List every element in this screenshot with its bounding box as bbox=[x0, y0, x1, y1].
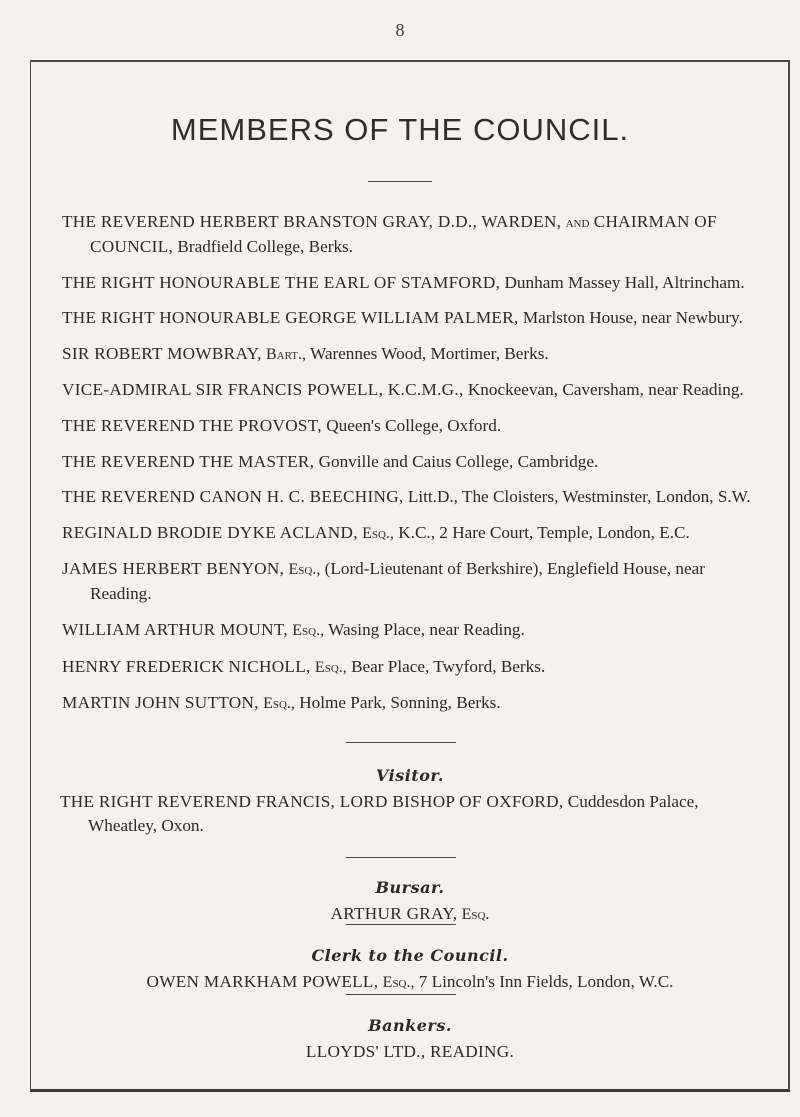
list-item: VICE-ADMIRAL SIR FRANCIS POWELL, K.C.M.G., Knockeevan, Caversham, near Reading. bbox=[62, 380, 744, 400]
bursar-heading: Bursar. bbox=[375, 878, 445, 897]
section-divider bbox=[346, 924, 456, 925]
section-divider bbox=[346, 857, 456, 858]
bankers-heading: Bankers. bbox=[368, 1016, 452, 1035]
page-title: MEMBERS OF THE COUNCIL. bbox=[170, 112, 630, 147]
list-item: THE REVEREND HERBERT BRANSTON GRAY, D.D., WARDEN, and CHAIRMAN OF COUNCIL, Bradfield College, Berks. bbox=[62, 212, 717, 256]
clerk-entry: OWEN MARKHAM POWELL, Esq., 7 Lincoln's Inn Fields, London, W.C. bbox=[146, 972, 674, 991]
list-item: THE REVEREND THE PROVOST, Queen's College, Oxford. bbox=[62, 415, 502, 435]
visitor-entry: THE RIGHT REVEREND FRANCIS, LORD BISHOP OF OXFORD, Cuddesdon Palace, Wheatley, Oxon. bbox=[60, 792, 699, 835]
bursar-entry: ARTHUR GRAY, Esq. bbox=[330, 904, 490, 923]
list-item: WILLIAM ARTHUR MOUNT, Esq., Wasing Place, near Reading. bbox=[62, 619, 525, 639]
visitor-section bbox=[60, 764, 760, 850]
list-item: REGINALD BRODIE DYKE ACLAND, Esq., K.C., 2 Hare Court, Temple, London, E.C. bbox=[62, 522, 690, 542]
list-item: SIR ROBERT MOWBRAY, Bart., Warennes Wood, Mortimer, Berks. bbox=[62, 343, 549, 363]
section-divider bbox=[346, 994, 456, 995]
list-item: THE RIGHT HONOURABLE GEORGE WILLIAM PALMER, Marlston House, near Newbury. bbox=[62, 308, 743, 328]
list-item: JAMES HERBERT BENYON, Esq., (Lord-Lieutenant of Berkshire), Englefield House, near Reading. bbox=[62, 559, 706, 604]
section-divider bbox=[346, 742, 456, 743]
page-number: 8 bbox=[395, 20, 405, 40]
bankers-entry: LLOYDS' LTD., READING. bbox=[305, 1042, 515, 1061]
list-item: THE REVEREND THE MASTER, Gonville and Caius College, Cambridge. bbox=[62, 451, 599, 471]
list-item: MARTIN JOHN SUTTON, Esq., Holme Park, Sonning, Berks. bbox=[62, 693, 501, 713]
council-members-list bbox=[62, 210, 762, 728]
title-divider bbox=[368, 181, 432, 182]
bursar-section bbox=[60, 876, 760, 927]
list-item: THE RIGHT HONOURABLE THE EARL OF STAMFORD, Dunham Massey Hall, Altrincham. bbox=[62, 272, 745, 292]
list-item: THE REVEREND CANON H. C. BEECHING, Litt.D., The Cloisters, Westminster, London, S.W. bbox=[62, 487, 751, 507]
clerk-heading: Clerk to the Council. bbox=[311, 946, 509, 965]
visitor-heading: Visitor. bbox=[376, 766, 444, 785]
clerk-section bbox=[60, 944, 760, 995]
bankers-section bbox=[60, 1014, 760, 1064]
list-item: HENRY FREDERICK NICHOLL, Esq., Bear Place, Twyford, Berks. bbox=[62, 656, 546, 676]
